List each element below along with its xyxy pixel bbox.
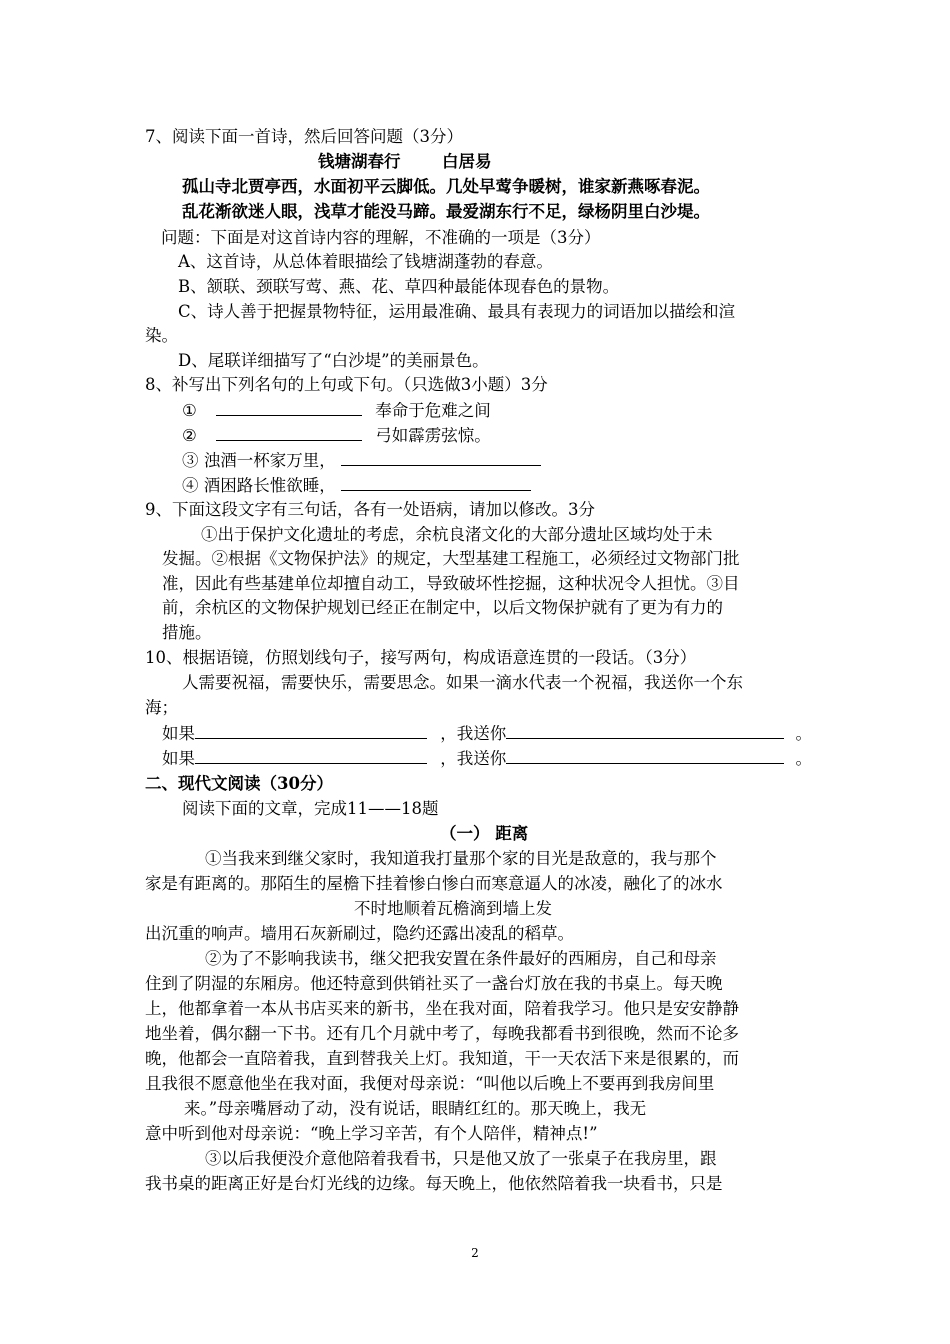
q10-if-word-1: 如果	[162, 724, 195, 743]
q7-heading: 7、阅读下面一首诗，然后回答问题（3分）	[145, 127, 463, 146]
q8-item-2	[182, 424, 491, 447]
q9-line-1: ①出于保护文化遗址的考虑，余杭良渚文化的大部分遗址区域均处于未	[201, 525, 713, 544]
q9-line-4: 前，余杭区的文物保护规划已经正在制定中，以后文物保护就有了更为有力的	[162, 598, 723, 617]
q9-line-2: 发掘。②根据《文物保护法》的规定，大型基建工程施工，必须经过文物部门批	[162, 549, 740, 568]
article-p2-line-1: ②为了不影响我读书，继父把我安置在条件最好的西厢房，自己和母亲	[205, 949, 717, 968]
q10-blank-1a[interactable]	[195, 722, 427, 739]
article-p2-line-5: 晚，他都会一直陪着我，直到替我关上灯。我知道，干一天农活下来是很累的，而	[145, 1049, 739, 1068]
page-number: 2	[471, 1246, 479, 1260]
q8-item-3	[182, 449, 541, 472]
q8-blank-2[interactable]	[216, 424, 362, 441]
q8-marker-1: ①	[182, 401, 197, 420]
q10-answer-row-1	[162, 722, 812, 745]
q8-text-3: ③ 浊酒一杯家万里，	[182, 451, 336, 470]
article-p3-line-2: 我书桌的距离正好是台灯光线的边缘。每天晚上，他依然陪着我一块看书，只是	[145, 1174, 723, 1193]
q7-option-b: B、颔联、颈联写莺、燕、花、草四种最能体现春色的景物。	[178, 277, 620, 296]
q10-if-word-2: 如果	[162, 749, 195, 768]
q8-item-1	[182, 399, 491, 422]
q10-blank-1b[interactable]	[506, 722, 784, 739]
q8-blank-1[interactable]	[216, 399, 362, 416]
q8-blank-3[interactable]	[341, 449, 541, 466]
q7-option-c-line-2: 染。	[145, 326, 178, 345]
q10-blank-2b[interactable]	[506, 747, 784, 764]
q10-send-2: ，我送你	[440, 749, 507, 768]
q10-period-1: 。	[795, 724, 812, 743]
q7-option-c-line-1: C、诗人善于把握景物特征，运用最准确、最具有表现力的词语加以描绘和渲	[178, 302, 736, 321]
q10-line-1: 人需要祝福，需要快乐，需要思念。如果一滴水代表一个祝福，我送你一个东	[182, 673, 743, 692]
article-p2-line-6: 且我很不愿意他坐在我对面，我便对母亲说：“叫他以后晚上不要再到我房间里	[145, 1074, 715, 1093]
q7-question: 问题：下面是对这首诗内容的理解，不准确的一项是（3分）	[161, 228, 601, 247]
poem-line-2: 乱花渐欲迷人眼，浅草才能没马蹄。最爱湖东行不足，绿杨阴里白沙堤。	[182, 202, 710, 221]
q8-item-4	[182, 474, 531, 497]
article-p1-line-1: ①当我来到继父家时，我知道我打量那个家的目光是敌意的，我与那个	[205, 849, 717, 868]
poem-line-1: 孤山寺北贾亭西，水面初平云脚低。几处早莺争暖树，谁家新燕啄春泥。	[182, 177, 710, 196]
poem-title: 钱塘湖春行	[318, 152, 401, 171]
q8-marker-2: ②	[182, 426, 197, 445]
poem-author: 白居易	[442, 152, 492, 171]
q10-send-1: ，我送你	[440, 724, 507, 743]
article-p2-line-3: 上，他都拿着一本从书店买来的新书，坐在我对面，陪着我学习。他只是安安静静	[145, 999, 739, 1018]
q9-line-3: 准，因此有些基建单位却擅自动工，导致破坏性挖掘，这种状况令人担忧。③目	[162, 574, 740, 593]
q8-text-1: 奉命于危难之间	[375, 401, 491, 420]
article-p1-line-3: 不时地顺着瓦檐滴到墙上发	[354, 899, 552, 918]
q8-text-4: ④ 酒困路长惟欲睡，	[182, 476, 336, 495]
q9-heading: 9、下面这段文字有三句话，各有一处语病，请加以修改。3分	[145, 500, 595, 519]
q9-line-5: 措施。	[162, 623, 212, 642]
q8-blank-4[interactable]	[341, 474, 531, 491]
section2-instruction: 阅读下面的文章，完成11——18题	[182, 799, 439, 818]
article-p2-line-2: 住到了阴湿的东厢房。他还特意到供销社买了一盏台灯放在我的书桌上。每天晚	[145, 974, 723, 993]
q8-text-2: 弓如霹雳弦惊。	[375, 426, 491, 445]
article-p1-line-2: 家是有距离的。那陌生的屋檐下挂着惨白惨白而寒意逼人的冰凌，融化了的冰水	[145, 874, 723, 893]
q10-blank-2a[interactable]	[195, 747, 427, 764]
q10-heading: 10、根据语镜，仿照划线句子，接写两句，构成语意连贯的一段话。（3分）	[145, 648, 697, 667]
article-p2-line-7: 来。”母亲嘴唇动了动，没有说话，眼睛红红的。那天晚上，我无	[184, 1099, 647, 1118]
article-p2-line-8: 意中听到他对母亲说：“晚上学习辛苦，有个人陪伴，精神点!”	[145, 1124, 598, 1143]
q10-line-2: 海；	[145, 698, 178, 717]
article-p3-line-1: ③以后我便没介意他陪着我看书，只是他又放了一张桌子在我房里，跟	[205, 1149, 717, 1168]
article-title: （一） 距离	[440, 824, 529, 843]
q10-period-2: 。	[795, 749, 812, 768]
article-p2-line-4: 地坐着，偶尔翻一下书。还有几个月就中考了，每晚我都看书到很晚，然而不论多	[145, 1024, 739, 1043]
q10-answer-row-2	[162, 747, 812, 770]
q7-option-d: D、尾联详细描写了“白沙堤”的美丽景色。	[178, 351, 489, 370]
section2-heading: 二、现代文阅读（30分）	[145, 774, 333, 793]
article-p1-line-4: 出沉重的响声。墙用石灰新刷过，隐约还露出凌乱的稻草。	[145, 924, 574, 943]
q7-option-a: A、这首诗，从总体着眼描绘了钱塘湖蓬勃的春意。	[178, 252, 553, 271]
q8-heading: 8、补写出下列名句的上句或下句。（只选做3小题）3分	[145, 375, 548, 394]
